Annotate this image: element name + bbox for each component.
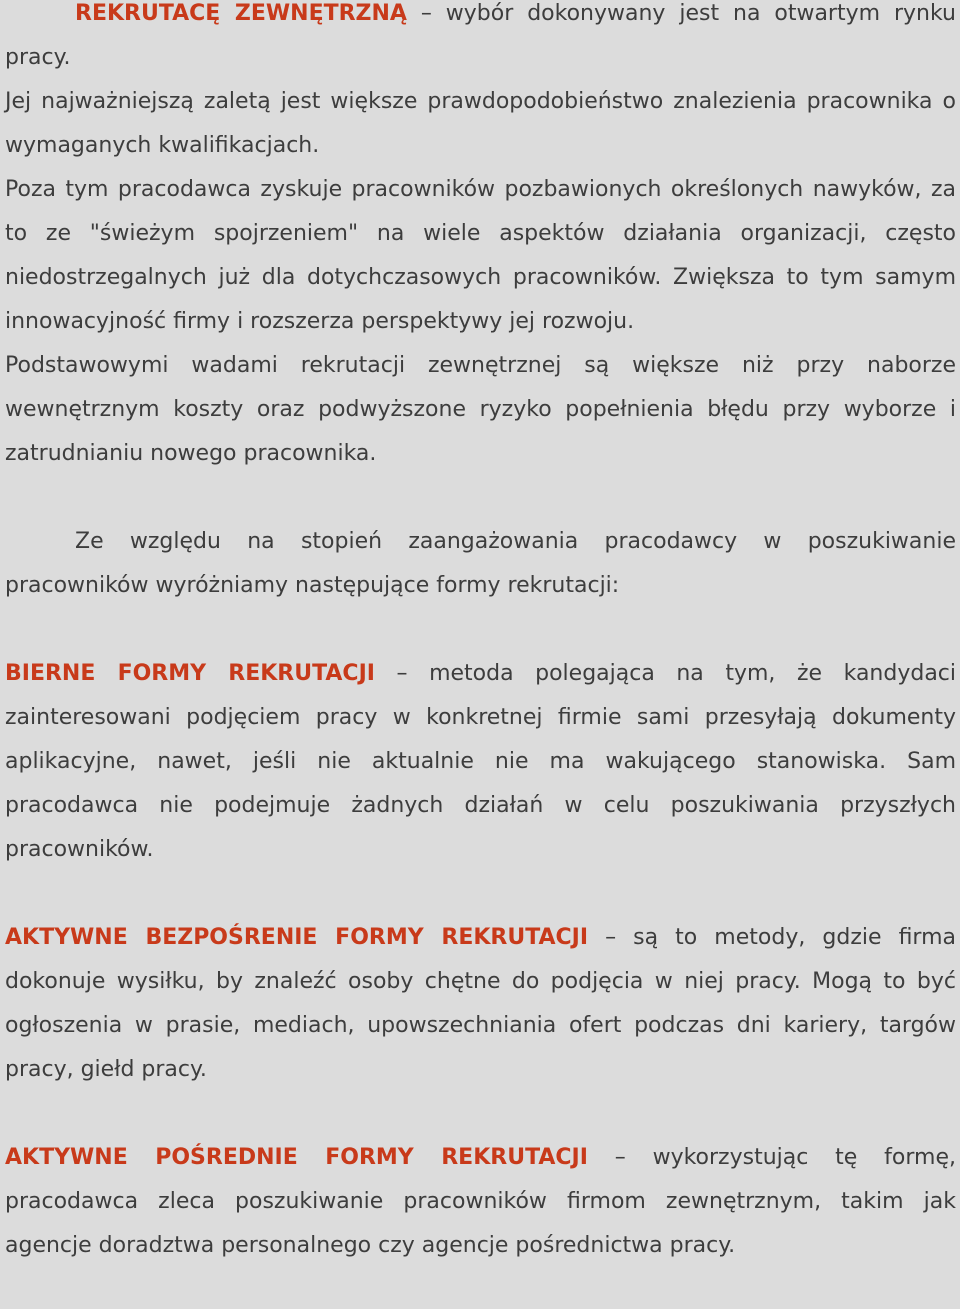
form-active-direct-text: – są to metody, gdzie firma dokonuje wysiłku, by znaleźć osoby chętne do podjęcia w niej pracy. Mogą to być ogłoszenia w prasie, mediach, upowszechniania ofert podczas dni kariery, targów pracy, giełd pracy. [5, 925, 956, 1082]
paragraph-fresh-look: Poza tym pracodawca zyskuje pracowników pozbawionych określonych nawyków, za to ze "świeżym spojrzeniem" na wiele aspektów działania organizacji, często niedostrzegalnych już dla dotychczasowych pracowników. Zwiększa to tym samym innowacyjność firmy i rozszerza perspektywy jej rozwoju. [5, 177, 956, 334]
paragraph-disadvantages: Podstawowymi wadami rekrutacji zewnętrznej są większe niż przy naborze wewnętrznym koszty oraz podwyższone ryzyko popełnienia błędu przy wyborze i zatrudnianiu nowego pracownika. [5, 353, 956, 466]
forms-intro: Ze względu na stopień zaangażowania pracodawcy w poszukiwanie pracowników wyróżniamy następujące formy rekrutacji: [5, 529, 956, 598]
external-recruitment-lead: – wybór dokonywany jest na otwartym rynku pracy. [5, 1, 956, 70]
external-recruitment-intro [5, 0, 956, 80]
external-recruitment-heading: REKRUTACĘ ZEWNĘTRZNĄ [75, 1, 407, 26]
form-active-indirect-heading: AKTYWNE POŚREDNIE FORMY REKRUTACJI [5, 1145, 588, 1170]
form-active-direct [5, 916, 956, 1092]
paragraph-advantage: Jej najważniejszą zaletą jest większe prawdopodobieństwo znalezienia pracownika o wymaganych kwalifikacjach. [5, 89, 956, 158]
form-passive-text: – metoda polegająca na tym, że kandydaci zainteresowani podjęciem pracy w konkretnej firmie sami przesyłają dokumenty aplikacyjne, nawet, jeśli nie aktualnie nie ma wakującego stanowiska. Sam pracodawca nie podejmuje żadnych działań w celu poszukiwania przyszłych pracowników. [5, 661, 957, 862]
form-active-direct-heading: AKTYWNE BEZPOŚRENIE FORMY REKRUTACJI [5, 925, 589, 950]
form-active-indirect-text: – wykorzystując tę formę, pracodawca zleca poszukiwanie pracowników firmom zewnętrznym, takim jak agencje doradztwa personalnego czy agencje pośrednictwa pracy. [5, 1145, 956, 1258]
form-passive [5, 652, 956, 872]
form-passive-heading: BIERNE FORMY REKRUTACJI [5, 661, 375, 686]
form-active-indirect [5, 1136, 956, 1268]
